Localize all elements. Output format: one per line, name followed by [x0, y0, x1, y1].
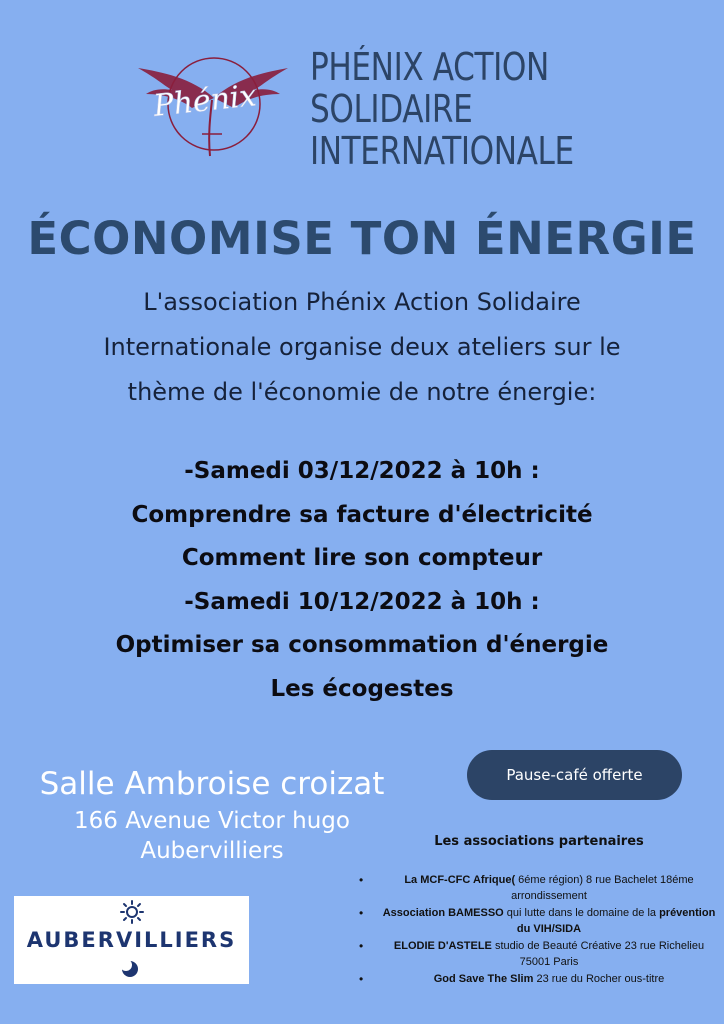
intro-paragraph [40, 280, 684, 415]
phenix-logo [132, 38, 292, 163]
organization-name [310, 46, 581, 172]
workshop-2-date: -Samedi 10/12/2022 à 10h : [184, 588, 540, 615]
list-item: • La MCF-CFC Afrique( 6éme région) 8 rue Bachelet 18éme arrondissement [359, 873, 694, 902]
intro-line-1: L'association Phénix Action Solidaire [143, 288, 581, 316]
list-item: • Association BAMESSO qui lutte dans le domaine de la prévention du VIH/SIDA [359, 906, 716, 935]
aubervilliers-logo [14, 896, 249, 984]
org-name-line-3: INTERNATIONALE [310, 129, 574, 173]
bullet-icon: • [359, 972, 364, 986]
workshop-2-topic-1: Optimiser sa consommation d'énergie [115, 632, 609, 658]
moon-icon [120, 959, 140, 979]
org-name-line-1: PHÉNIX ACTION [310, 45, 549, 89]
workshop-1-topic-2: Comment lire son compteur [181, 545, 543, 571]
venue-address-line-1: 166 Avenue Victor hugo [74, 808, 350, 834]
list-item: • God Save The Slim 23 rue du Rocher ous-titre [359, 972, 665, 986]
sun-icon [120, 900, 144, 924]
bullet-icon: • [359, 939, 364, 953]
partners-title: Les associations partenaires [434, 834, 644, 849]
bullet-icon: • [359, 873, 364, 887]
city-logo-wordmark: AUBERVILLIERS [26, 928, 237, 952]
workshops-schedule [20, 450, 704, 711]
workshop-1-date: -Samedi 03/12/2022 à 10h : [184, 458, 540, 484]
bullet-icon: • [359, 906, 364, 920]
venue-block [12, 762, 412, 866]
intro-line-2: Internationale organise deux ateliers sur le [103, 333, 621, 361]
intro-line-3: thème de l'économie de notre énergie: [127, 378, 597, 406]
headline: ÉCONOMISE TON ÉNERGIE [27, 212, 697, 265]
list-item: • ELODIE D'ASTELE studio de Beauté Créative 23 rue Richelieu 75001 Paris [359, 939, 705, 968]
venue-address-line-2: Aubervilliers [140, 838, 284, 864]
coffee-break-badge: Pause-café offerte [467, 750, 682, 800]
workshop-2-topic-2: Les écogestes [270, 675, 454, 702]
partners-list [356, 872, 724, 988]
logo-script-text: Phénix [151, 78, 259, 124]
venue-name: Salle Ambroise croizat [39, 766, 385, 802]
workshop-1-topic-1: Comprendre sa facture d'électricité [131, 501, 593, 528]
org-name-line-2: SOLIDAIRE [310, 87, 473, 131]
